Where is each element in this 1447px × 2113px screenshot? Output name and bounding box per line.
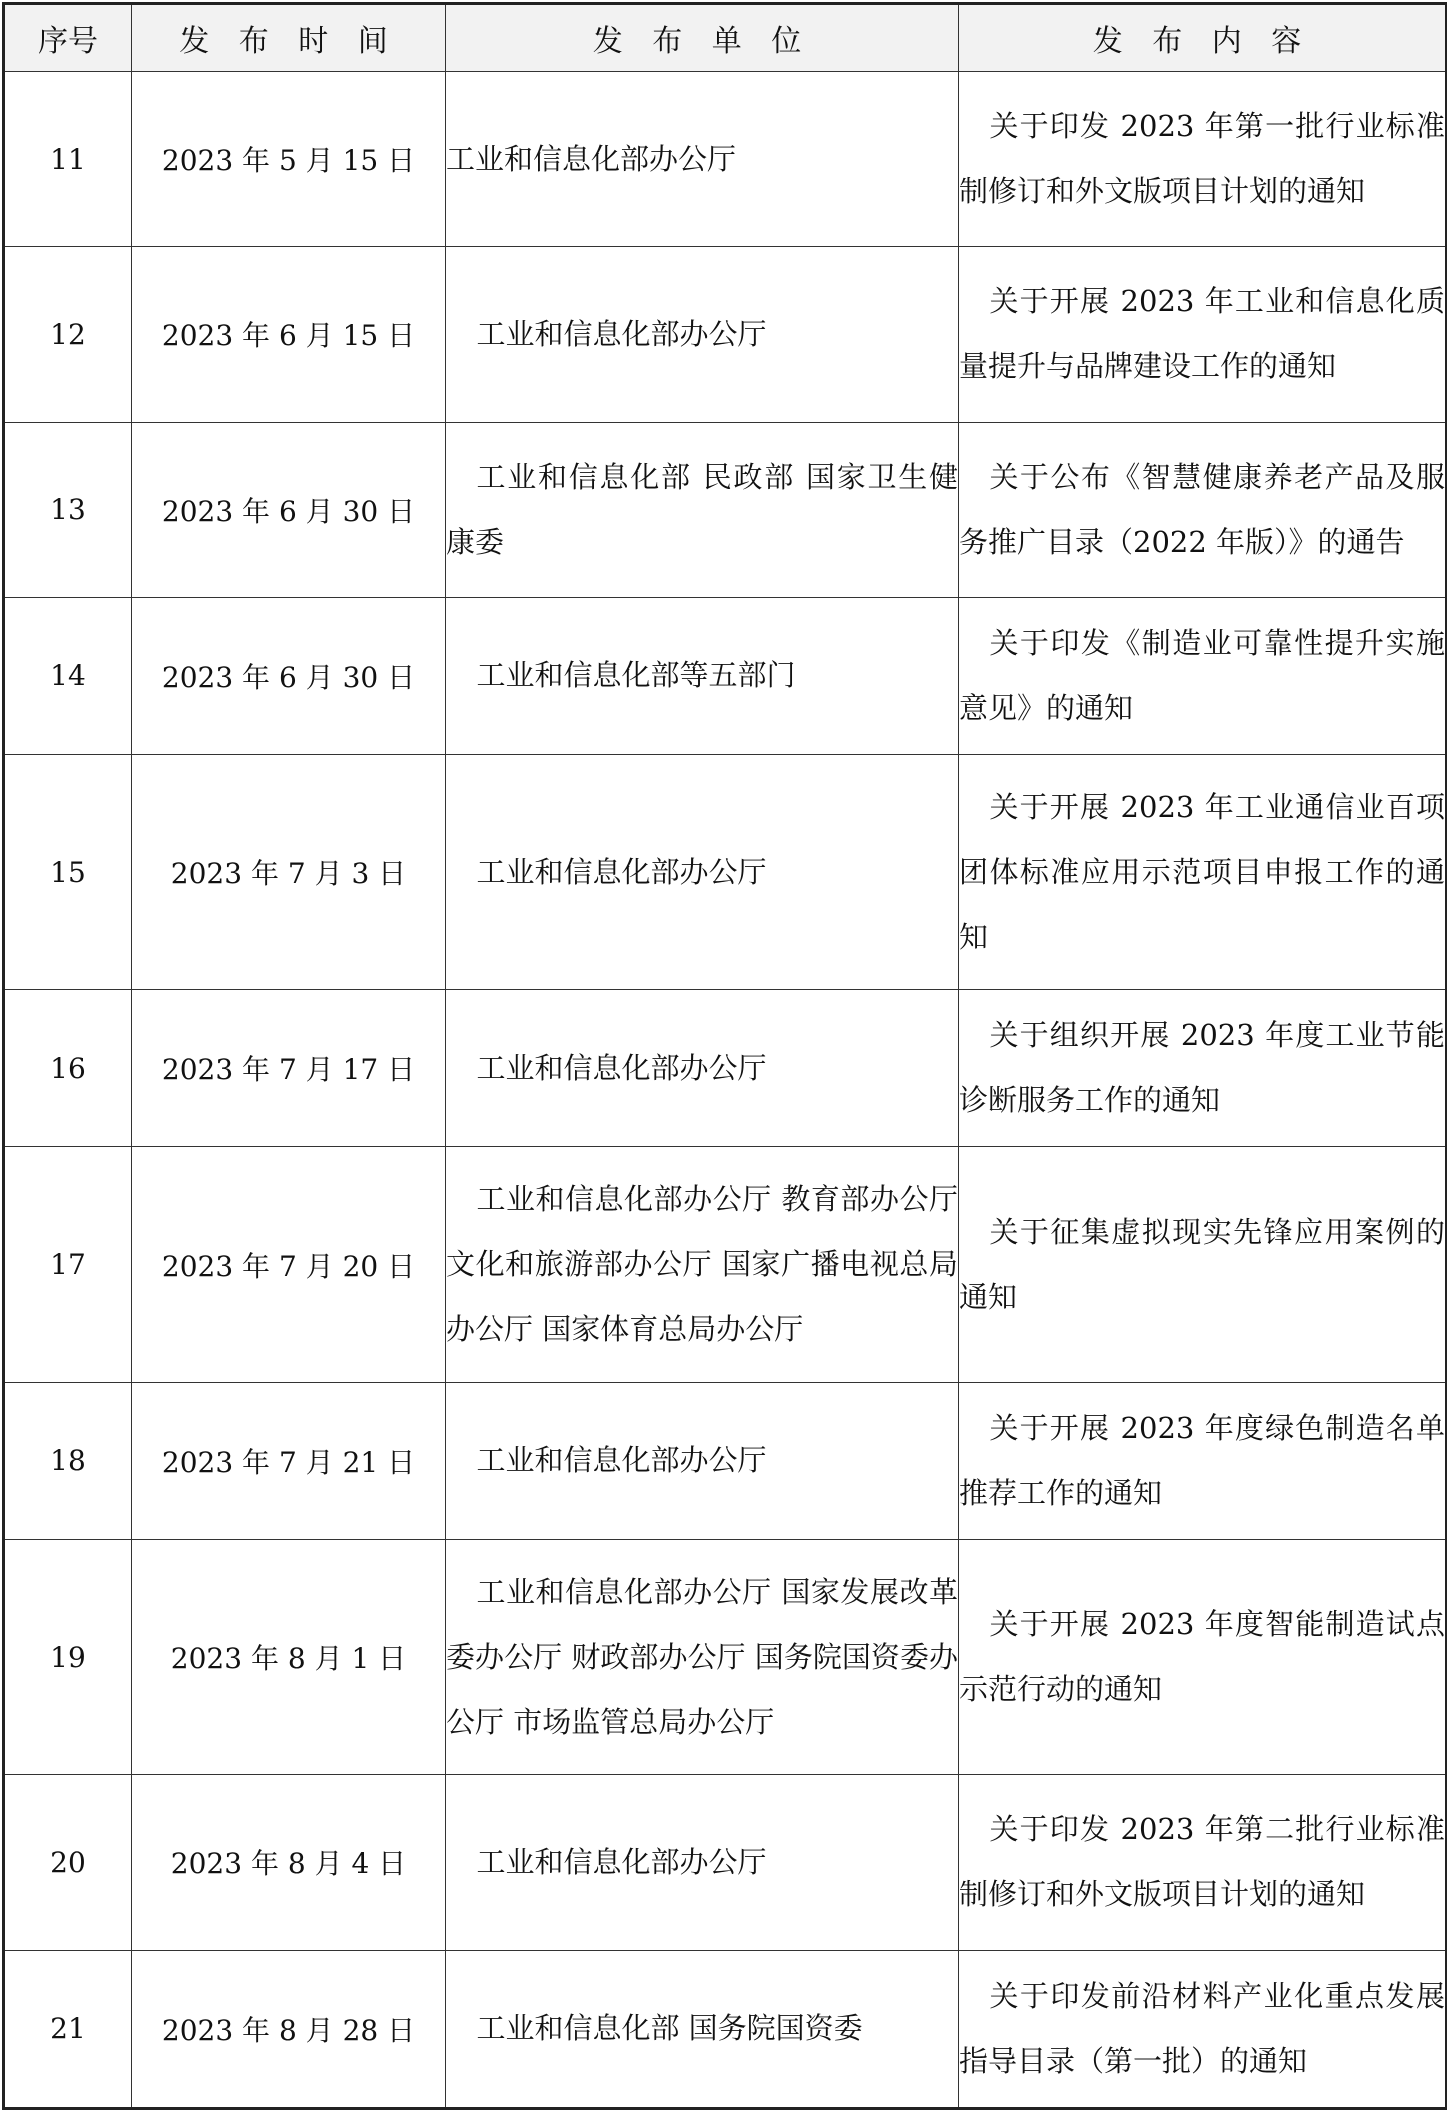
row-content: 关于组织开展 2023 年度工业节能诊断服务工作的通知 (959, 990, 1447, 1147)
table-row (4, 247, 1447, 422)
row-num: 19 (4, 1539, 132, 1774)
row-content: 关于印发 2023 年第二批行业标准制修订和外文版项目计划的通知 (959, 1775, 1447, 1950)
row-date: 2023 年 5 月 15 日 (132, 72, 446, 247)
row-date: 2023 年 6 月 30 日 (132, 597, 446, 754)
row-unit: 工业和信息化部办公厅 (446, 247, 959, 422)
row-num: 17 (4, 1147, 132, 1382)
row-num: 15 (4, 754, 132, 989)
row-unit: 工业和信息化部办公厅 (446, 1775, 959, 1950)
row-date: 2023 年 6 月 30 日 (132, 422, 446, 597)
row-unit: 工业和信息化部办公厅 (446, 1382, 959, 1539)
row-unit: 工业和信息化部等五部门 (446, 597, 959, 754)
table-row (4, 597, 1447, 754)
table-header (4, 4, 1447, 72)
row-date: 2023 年 8 月 4 日 (132, 1775, 446, 1950)
row-unit: 工业和信息化部办公厅 教育部办公厅 文化和旅游部办公厅 国家广播电视总局办公厅 国家体育总局办公厅 (446, 1147, 959, 1382)
row-date: 2023 年 7 月 17 日 (132, 990, 446, 1147)
header-content: 发 布 内 容 (959, 4, 1447, 72)
row-content: 关于开展 2023 年工业和信息化质量提升与品牌建设工作的通知 (959, 247, 1447, 422)
row-unit: 工业和信息化部办公厅 (446, 990, 959, 1147)
table-row (4, 72, 1447, 247)
row-num: 18 (4, 1382, 132, 1539)
row-num: 21 (4, 1950, 132, 2109)
table-row (4, 990, 1447, 1147)
row-num: 13 (4, 422, 132, 597)
row-content: 关于开展 2023 年度智能制造试点示范行动的通知 (959, 1539, 1447, 1774)
row-unit: 工业和信息化部办公厅 (446, 754, 959, 989)
row-date: 2023 年 8 月 1 日 (132, 1539, 446, 1774)
row-num: 16 (4, 990, 132, 1147)
row-unit: 工业和信息化部 国务院国资委 (446, 1950, 959, 2109)
policy-release-table (2, 2, 1447, 2110)
row-date: 2023 年 6 月 15 日 (132, 247, 446, 422)
row-content: 关于开展 2023 年工业通信业百项团体标准应用示范项目申报工作的通知 (959, 754, 1447, 989)
table-row (4, 422, 1447, 597)
table-body (4, 72, 1447, 2109)
row-num: 12 (4, 247, 132, 422)
row-num: 11 (4, 72, 132, 247)
table-row (4, 1382, 1447, 1539)
row-num: 14 (4, 597, 132, 754)
row-date: 2023 年 7 月 21 日 (132, 1382, 446, 1539)
row-date: 2023 年 7 月 20 日 (132, 1147, 446, 1382)
header-unit: 发 布 单 位 (446, 4, 959, 72)
row-date: 2023 年 8 月 28 日 (132, 1950, 446, 2109)
row-content: 关于征集虚拟现实先锋应用案例的通知 (959, 1147, 1447, 1382)
row-content: 关于开展 2023 年度绿色制造名单推荐工作的通知 (959, 1382, 1447, 1539)
row-unit: 工业和信息化部 民政部 国家卫生健康委 (446, 422, 959, 597)
header-date: 发 布 时 间 (132, 4, 446, 72)
row-unit: 工业和信息化部办公厅 (446, 72, 959, 247)
row-date: 2023 年 7 月 3 日 (132, 754, 446, 989)
table-row (4, 1775, 1447, 1950)
row-unit: 工业和信息化部办公厅 国家发展改革委办公厅 财政部办公厅 国务院国资委办公厅 市场监管总局办公厅 (446, 1539, 959, 1774)
table-row (4, 1147, 1447, 1382)
header-row (4, 4, 1447, 72)
row-content: 关于印发 2023 年第一批行业标准制修订和外文版项目计划的通知 (959, 72, 1447, 247)
row-content: 关于印发《制造业可靠性提升实施意见》的通知 (959, 597, 1447, 754)
table-row (4, 1950, 1447, 2109)
table-row (4, 754, 1447, 989)
row-num: 20 (4, 1775, 132, 1950)
row-content: 关于印发前沿材料产业化重点发展指导目录（第一批）的通知 (959, 1950, 1447, 2109)
table-row (4, 1539, 1447, 1774)
row-content: 关于公布《智慧健康养老产品及服务推广目录（2022 年版）》的通告 (959, 422, 1447, 597)
header-num: 序号 (4, 4, 132, 72)
